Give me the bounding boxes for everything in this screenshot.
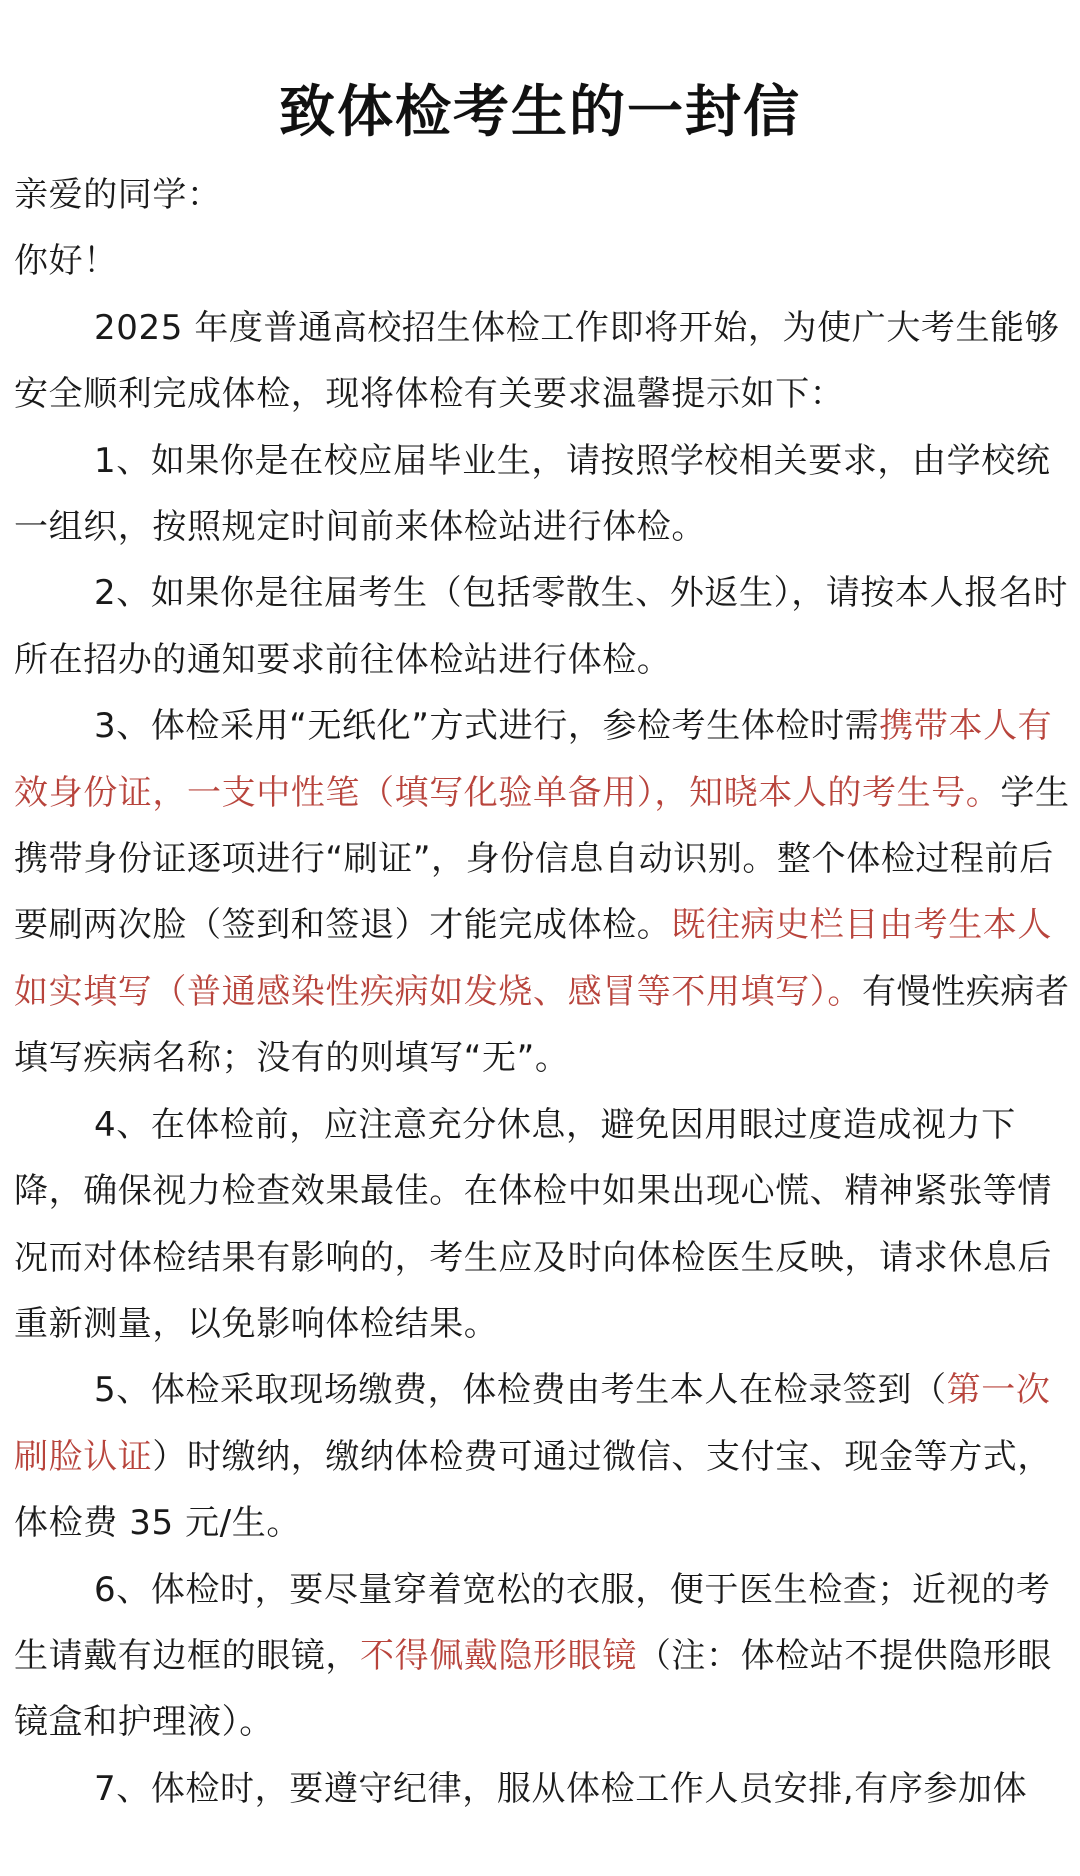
item-3-highlight-history: 既往病史栏目由考生本人如实填写（普通感染性疾病如发烧、感冒等不用填写）。 [14, 905, 1053, 1012]
item-6-text-a: 6、体检时，要尽量穿着宽松的衣服，便于医生检查；近视的考生请戴有边框的眼镜， [14, 1569, 1051, 1676]
greeting: 你好！ [14, 241, 118, 282]
item-3-highlight-carry: 携带本人有效身份证，一支中性笔（填写化验单备用），知晓本人的考生号。 [14, 706, 1053, 813]
item-3-text-a: 3、体检采用“无纸化”方式进行，参检考生体检时需 [94, 706, 880, 747]
item-7-paragraph: 7、体检时，要遵守纪律，服从体检工作人员安排,有序参加体 [94, 1768, 1028, 1809]
item-3-paragraph [14, 693, 1070, 1091]
item-5-text-a: 5、体检采取现场缴费，体检费由考生本人在检录签到（ [94, 1370, 947, 1411]
item-4-paragraph: 4、在体检前，应注意充分休息，避免因用眼过度造成视力下降，确保视力检查效果最佳。在体检中如果出现心慌、精神紧张等情况而对体检结果有影响的，考生应及时向体检医生反映，请求休息后重新测量，以免影响体检结果。 [14, 1104, 1052, 1344]
item-6-paragraph [14, 1557, 1070, 1756]
letter-body [14, 162, 1070, 1822]
intro-paragraph: 2025 年度普通高校招生体检工作即将开始，为使广大考生能够安全顺利完成体检，现将体检有关要求温馨提示如下： [14, 307, 1060, 415]
item-6-highlight: 不得佩戴隐形眼镜 [360, 1635, 637, 1676]
item-5-text-c: ）时缴纳，缴纳体检费可通过微信、支付宝、现金等方式，体检费 35 元/生。 [14, 1436, 1053, 1544]
item-1-paragraph: 1、如果你是在校应届毕业生，请按照学校相关要求，由学校统一组织，按照规定时间前来体检站进行体检。 [14, 440, 1051, 548]
item-5-highlight: 第一次刷脸认证 [14, 1370, 1051, 1477]
item-3-text-e: 有慢性疾病者填写疾病名称；没有的则填写“无”。 [14, 971, 1070, 1079]
salutation: 亲爱的同学： [14, 175, 222, 215]
item-3-text-c: 学生携带身份证逐项进行“刷证”，身份信息自动识别。整个体检过程前后要刷两次脸（签到和签退）才能完成体检。 [14, 772, 1070, 946]
item-2-paragraph: 2、如果你是往届考生（包括零散生、外返生），请按本人报名时所在招办的通知要求前往体检站进行体检。 [14, 573, 1069, 680]
letter-title: 致体检考生的一封信 [279, 80, 801, 145]
item-5-paragraph [14, 1357, 1070, 1556]
item-6-text-c: （注：体检站不提供隐形眼镜盒和护理液）。 [14, 1635, 1053, 1743]
